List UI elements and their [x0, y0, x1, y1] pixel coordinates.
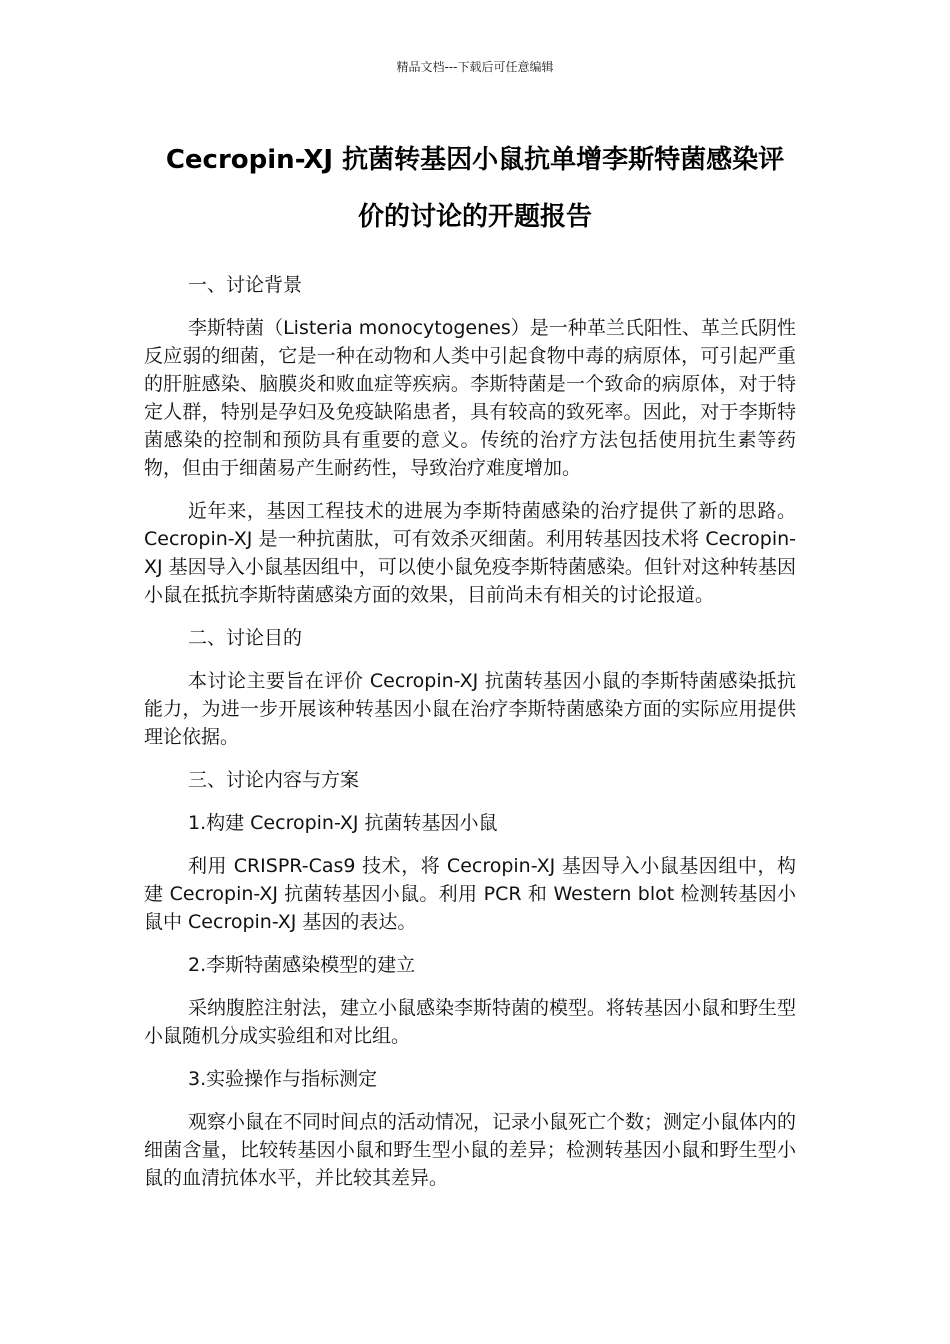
- subsection-heading-construct: 1.构建 Cecropin-XJ 抗菌转基因小鼠: [188, 812, 498, 834]
- paragraph-background-2: 近年来，基因工程技术的进展为李斯特菌感染的治疗提供了新的思路。Cecropin-XJ 是一种抗菌肽，可有效杀灭细菌。利用转基因技术将 Cecropin-XJ 基因导入小鼠基因组中，可以使小鼠免疫李斯特菌感染。但针对这种转基因小鼠在抵抗李斯特菌感染方面的效果，目前尚未有相关的讨论报道。: [144, 500, 796, 606]
- section-heading-purpose: 二、讨论目的: [188, 627, 303, 649]
- paragraph-infection-model: 采纳腹腔注射法，建立小鼠感染李斯特菌的模型。将转基因小鼠和野生型小鼠随机分成实验组和对比组。: [144, 997, 797, 1047]
- paragraph-measurement: 观察小鼠在不同时间点的活动情况，记录小鼠死亡个数；测定小鼠体内的细菌含量，比较转基因小鼠和野生型小鼠的差异；检测转基因小鼠和野生型小鼠的血清抗体水平，并比较其差异。: [144, 1111, 797, 1189]
- subsection-heading-infection-model: 2.李斯特菌感染模型的建立: [188, 954, 416, 976]
- document-body: [144, 271, 796, 1207]
- section-heading-content-plan: 三、讨论内容与方案: [188, 769, 360, 791]
- section-heading-background: 一、讨论背景: [188, 274, 303, 296]
- paragraph-construct: 利用 CRISPR-Cas9 技术，将 Cecropin-XJ 基因导入小鼠基因组中，构建 Cecropin-XJ 抗菌转基因小鼠。利用 PCR 和 Western blot 检测转基因小鼠中 Cecropin-XJ 基因的表达。: [144, 855, 796, 933]
- header-note: 精品文档---下载后可任意编辑: [396, 60, 554, 74]
- document-title-line-1: Cecropin-XJ 抗菌转基因小鼠抗单增李斯特菌感染评: [165, 145, 785, 175]
- document-title-line-2: 价的讨论的开题报告: [357, 202, 592, 232]
- paragraph-background-1: 李斯特菌（Listeria monocytogenes）是一种革兰氏阳性、革兰氏阴性反应弱的细菌，它是一种在动物和人类中引起食物中毒的病原体，可引起严重的肝脏感染、脑膜炎和败血症等疾病。李斯特菌是一个致命的病原体，对于特定人群，特别是孕妇及免疫缺陷患者，具有较高的致死率。因此，对于李斯特菌感染的控制和预防具有重要的意义。传统的治疗方法包括使用抗生素等药物，但由于细菌易产生耐药性，导致治疗难度增加。: [144, 317, 796, 479]
- paragraph-purpose: 本讨论主要旨在评价 Cecropin-XJ 抗菌转基因小鼠的李斯特菌感染抵抗能力，为进一步开展该种转基因小鼠在治疗李斯特菌感染方面的实际应用提供理论依据。: [144, 670, 796, 748]
- subsection-heading-measurement: 3.实验操作与指标测定: [188, 1068, 378, 1090]
